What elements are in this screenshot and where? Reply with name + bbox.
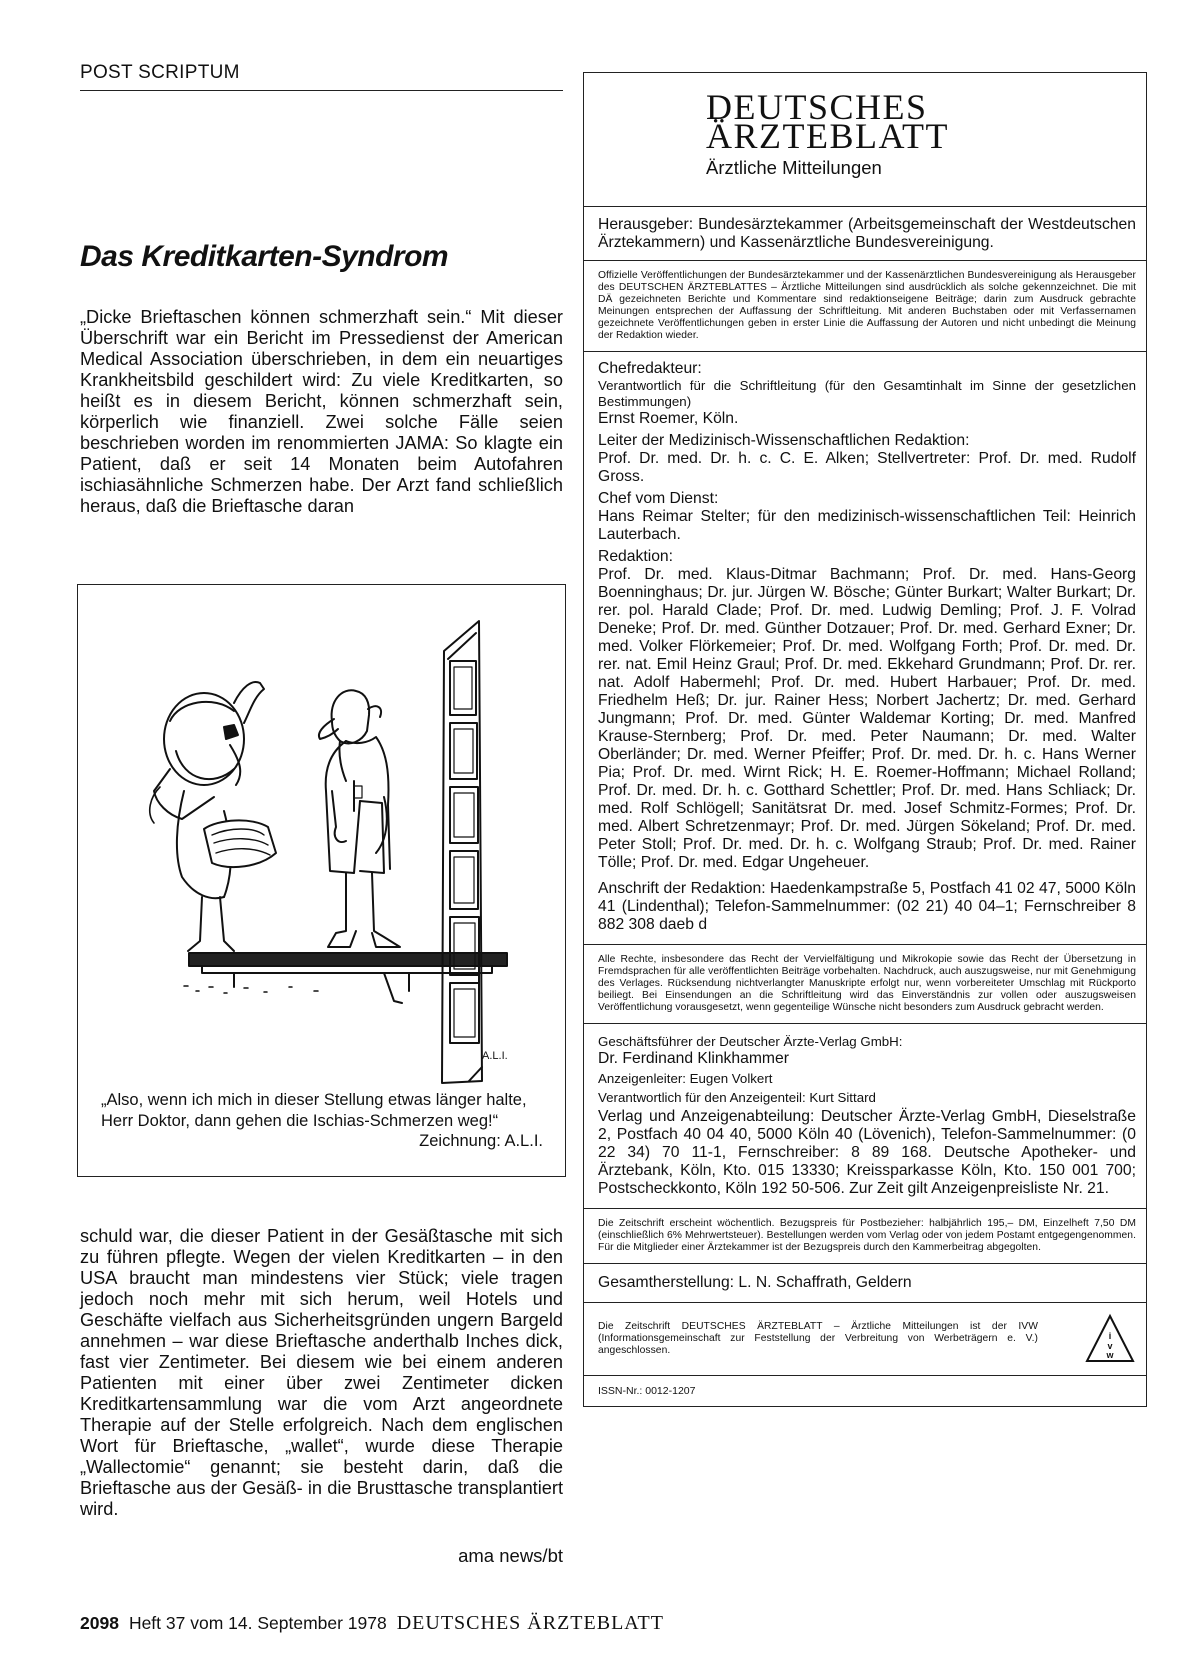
editorial-names: Prof. Dr. med. Klaus-Ditmar Bachmann; Prof. Dr. med. Hans-Georg Boenninghaus; Dr. jur. Jürgen W. Bösche; Günter Burkart; Walter Burkart; Dr. rer. pol. Harald Clade; Prof. Dr. med. Ludwig Demling; Prof. J. F. Volrad Deneke; Prof. Dr. med. Günther Dotzauer; Prof. Dr. med. Gerhard Exner; Dr. med. Volker Flörkemeier; Prof. Dr. med. Wolfgang Forth; Prof. Dr. med. Dr. rer. nat. Emil Heinz Graul; Prof. Dr. med. Ekkehard Grundmann; Prof. Dr. rer. nat. Adolf Habermehl; Prof. Dr. med. Hubert Harbauer; Prof. Dr. med. Friedhelm Heß; Dr. jur. Rainer Hess; Norbert Jachertz; Dr. med. Gerhard Jungmann; Prof. Dr. med. Günter Waldemar Korting; Dr. med. Manfred Krause-Sternberg; Prof. Dr. med. Peter Naumann; Dr. med. Walter Oberländer; Dr. med. Werner Pfeiffer; Prof. Dr. med. Dr. h. c. Hans Werner Pia; Prof. Dr. med. Wirnt Rick; H. E. Roemer-Hoffmann; Michael Rolland; Prof. Dr. med. Dr. h. c. Gotthard Schettler; Prof. Dr. med. Hans Schliack; Dr. med. Rolf Schlögell; Sanitätsrat Dr. med. Josef Schmitz-Formes; Prof. Dr. med. Albert Schretzenmayr; Prof. Dr. med. Jürgen Sökeland; Prof. Dr. med. Peter Stoll; Prof. Dr. med. Dr. h. c. Wolfgang Straub; Prof. Dr. med. Rainer Tölle; Prof. Dr. med. Edgar Ungeheuer. <box>598 566 1136 871</box>
cartoon-caption: „Also, wenn ich mich in dieser Stellung etwas länger halte, Herr Doktor, dann gehen die Ischias-Schmerzen weg!“ <box>101 1091 527 1130</box>
page-number: 2098 <box>80 1613 119 1633</box>
logo-subtitle: Ärztliche Mitteilungen <box>706 157 882 178</box>
svg-text:w: w <box>1106 1350 1114 1360</box>
managing-director-name: Dr. Ferdinand Klinkhammer <box>598 1050 789 1067</box>
official-note: Offizielle Veröffentlichungen der Bundesärztekammer und der Kassenärztlichen Bundesvereinigung als Herausgeber des DEUTSCHEN ÄRZTEBLATTES – Ärztliche Mitteilungen sind ausdrücklich als solche gekennzeichnet. Die mit DÄ gezeichneten Berichte und Kommentare sind redaktionseigene Beiträge; darin zum Ausdruck gebrachte Meinungen entsprechen der Auffassung der Schriftleitung. Mit anderen Buchstaben oder mit Verfassernamen gezeichnete Veröffentlichungen geben in erster Linie die Auffassung der Autoren und nicht unbedingt die Meinung der Redaktion wieder. <box>584 260 1146 351</box>
cartoon-artist-signature: A.L.I. <box>482 1050 508 1062</box>
logo-line-2: ÄRZTEBLATT <box>706 116 949 156</box>
cartoon-box <box>77 584 566 1177</box>
ivw-triangle-icon <box>1084 1313 1136 1365</box>
publisher-management <box>584 1023 1146 1208</box>
issue-info: Heft 37 vom 14. September 1978 <box>128 1613 387 1633</box>
subscription-info: Die Zeitschrift erscheint wöchentlich. Bezugspreis für Postbezieher: halbjährlich 195,– DM, Einzelheft 7,50 DM (einschließlich 6% Mehrwertsteuer). Bestellungen werden vom Verlag oder von jedem Postamt entgegengenommen. Für die Mitglieder einer Ärztekammer ist der Bezugspreis durch den Kammerbeitrag abgegolten. <box>584 1208 1146 1263</box>
logo-line-1: DEUTSCHES <box>706 87 928 127</box>
ads-responsible: Verantwortlich für den Anzeigenteil: Kurt Sittard <box>598 1090 876 1105</box>
ads-head: Anzeigenleiter: Eugen Volkert <box>598 1071 773 1086</box>
publisher-info: Herausgeber: Bundesärztekammer (Arbeitsgemeinschaft der Westdeutschen Ärztekammern) und Kassenärztliche Bundesvereinigung. <box>584 206 1146 260</box>
footer-brand: DEUTSCHES ÄRZTEBLATT <box>396 1612 664 1634</box>
issn: ISSN-Nr.: 0012-1207 <box>584 1375 1146 1406</box>
section-label: POST SCRIPTUM <box>80 62 240 83</box>
article-signature: ama news/bt <box>458 1545 563 1566</box>
duty-label: Chef vom Dienst: <box>598 490 719 507</box>
editorial-address: Anschrift der Redaktion: Haedenkampstraße 5, Postfach 41 02 47, 5000 Köln 41 (Lindenthal); Telefon-Sammelnummer: (02 21) 40 04–1; Fernschreiber 8 882 308 daeb d <box>598 880 1136 933</box>
article-title: Das Kreditkarten-Syndrom <box>80 240 449 273</box>
chief-editor-label: Chefredakteur: <box>598 360 702 377</box>
managing-director-label: Geschäftsführer der Deutscher Ärzte-Verlag GmbH: <box>598 1034 903 1049</box>
medsci-names: Prof. Dr. med. Dr. h. c. C. E. Alken; Stellvertreter: Prof. Dr. med. Rudolf Gross. <box>598 450 1136 485</box>
masthead <box>583 72 1147 1407</box>
publisher-address: Verlag und Anzeigenabteilung: Deutscher Ärzte-Verlag GmbH, Dieselstraße 2, Postfach 40 04 40, 5000 Köln 40 (Lövenich), Telefon-Sammelnummer: (0 22 34) 70 11-1, Fernschreiber: 8 89 168. Deutsche Apotheker- und Ärztebank, Köln, Kto. 015 13330; Kreissparkasse Köln, Kto. 150 001 700; Postscheckkonto, Köln 192 50-506. Zur Zeit gilt Anzeigenpreisliste Nr. 21. <box>598 1108 1136 1197</box>
cartoon-illustration <box>84 591 560 1086</box>
article-body-bottom: schuld war, die dieser Patient in der Gesäßtasche mit sich zu führen pflegte. Wegen der vielen Kreditkarten – in den USA braucht man mindestens vier Stück; viele tragen jedoch noch mehr mit sich herum, weil Hotels und Geschäfte vielfach aus Sicherheitsgründen ungern Bargeld annehmen – war diese Brieftasche anderthalb Inches dick, fast vier Zentimeter. Bei diesem wie bei einem anderen Patienten mit einer über zwei Zentimeter dicken Kreditkartensammlung war die vom Arzt angeordnete Therapie auf der Stelle erfolgreich. Nach dem englischen Wort für Brieftasche, „wallet“, wurde diese Therapie „Wallectomie“ genannt; sie besteht darin, daß die Brieftasche aus der Gesäß- in die Brusttasche transplantiert wird. <box>80 1226 563 1519</box>
section-rule <box>80 90 563 91</box>
editorial-staff <box>584 351 1146 944</box>
chief-editor-name: Ernst Roemer, Köln. <box>598 410 739 427</box>
medsci-label: Leiter der Medizinisch-Wissenschaftlichen Redaktion: <box>598 432 970 449</box>
duty-names: Hans Reimar Stelter; für den medizinisch-wissenschaftlichen Teil: Heinrich Lauterbach. <box>598 508 1136 543</box>
article-body-top: „Dicke Brieftaschen können schmerzhaft sein.“ Mit dieser Überschrift war ein Bericht im Pressedienst der American Medical Association überschrieben, in dem ein neuartiges Krankheitsbild geschildert wird: Zu viele Kreditkarten, so heißt es in diesem Bericht, können schmerzhaft sein, körperlich wie finanziell. Zwei solche Fälle seien beschrieben worden im renommierten JAMA: So klagte ein Patient, daß er seit 14 Monaten beim Autofahren ischiasähnliche Schmerzen habe. Der Arzt fand schließlich heraus, daß die Brieftasche daran <box>80 307 563 516</box>
svg-text:v: v <box>1107 1341 1113 1351</box>
ivw-text: Die Zeitschrift DEUTSCHES ÄRZTEBLATT – Ärztliche Mitteilungen ist der IVW (Informationsgemeinschaft zur Feststellung der Verbreitung von Werbeträgern e. V.) angeschlossen. <box>598 1321 1038 1356</box>
printing-info: Gesamtherstellung: L. N. Schaffrath, Geldern <box>584 1263 1146 1302</box>
cartoon-credit: Zeichnung: A.L.I. <box>419 1132 543 1150</box>
svg-text:i: i <box>1108 1331 1112 1341</box>
masthead-logo <box>584 73 1146 206</box>
ivw-notice <box>584 1302 1146 1375</box>
chief-editor-responsibility: Verantwortlich für die Schriftleitung (für den Gesamtinhalt im Sinne der gesetzlichen Bestimmungen) <box>598 378 1136 409</box>
editorial-label: Redaktion: <box>598 548 673 565</box>
page-footer <box>80 1612 664 1635</box>
rights-notice: Alle Rechte, insbesondere das Recht der Vervielfältigung und Mikrokopie sowie das Recht der Übersetzung in Fremdsprachen für alle veröffentlichten Beiträge vorbehalten. Nachdruck, auch auszugsweise, nur mit Genehmigung des Verlages. Rücksendung nichtverlangter Manuskripte erfolgt nur, wenn vorbereiteter Umschlag mit Rückporto beiliegt. Bei Einsendungen an die Schriftleitung wird das Einverständnis zur vollen oder auszugsweisen Veröffentlichung vorausgesetzt, wenn gegenteilige Wünsche nicht besonders zum Ausdruck gebracht werden. <box>584 944 1146 1023</box>
